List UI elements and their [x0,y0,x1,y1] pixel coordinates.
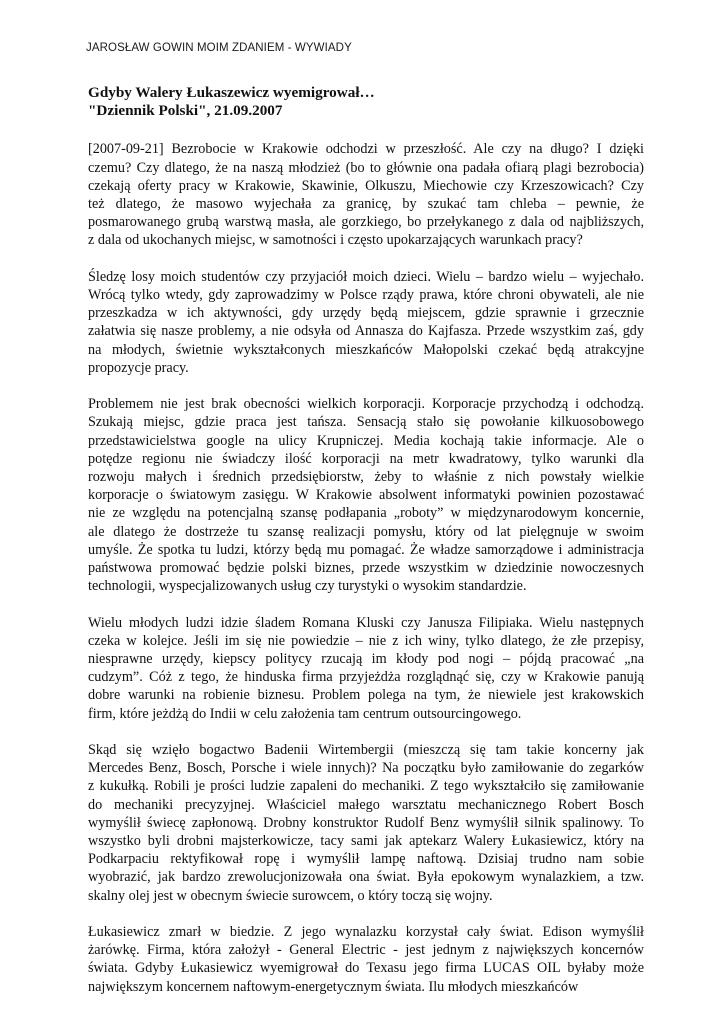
article-title-line: "Dziennik Polski", 21.09.2007 [88,102,283,120]
paragraph-line: propozycje pracy. [88,359,189,376]
paragraph [88,923,644,996]
article-paragraphs [88,140,644,995]
paragraph-line: Wrócą tylko wtedy, gdy zaprowadzimy w Polsce rządy prawa, które chroni obywateli, ale nie [88,287,644,304]
paragraph-line: z dala od ukochanych miejsc, w samotności i często upokarzających warunkach pracy? [88,232,583,249]
paragraph-line: Łukasiewicz zmarł w biedzie. Z jego wynalazku korzystał cały świat. Edison wymyślił [88,924,644,941]
paragraph-line: Podkarpaciu rektyfikował ropę i wymyślił lampę naftową. Dzisiaj trudno nam sobie [88,851,644,868]
paragraph-line: skalny olej jest w obecnym świecie surowcem, o który toczą się wojny. [88,887,493,904]
paragraph-line: rozwoju małych i średnich przedsiębiorstw, żeby to właśnie z nich powstały wielkie [88,469,644,486]
article-body [88,84,644,1014]
article-title-line: Gdyby Walery Łukaszewicz wyemigrował… [88,84,375,101]
paragraph-line: nie ze względu na potencjalną szansę podłapania „roboty” w międzynarodowym koncernie, [88,505,644,522]
paragraph-line: korporacje o światowym zasięgu. W Krakowie absolwent informatyki powinien pozostawać [88,487,644,504]
paragraph-line: potędze regionu nie świadczy ilość korporacji na metr kwadratowy, tylko warunki dla [88,450,644,467]
paragraph-line: technologii, wyspecjalizowanych usług czy turystyki o wysokim standardzie. [88,578,527,595]
paragraph-line: też dlatego, że masowo wyjechała za granicę, by szukać tam chleba – pewnie, że [88,196,644,213]
paragraph-line: czemu? Czy dlatego, że na naszą młodzież (bo to głównie ona padała ofiarą plagi bezrobocia) [88,159,644,176]
paragraph-line: posmarowanego grubą warstwą masła, ale gorzkiego, bo przełykanego z dala od najbliższych, [88,214,644,231]
paragraph [88,741,644,905]
paragraph-line: ale dlatego że dostrzeże tu szansę realizacji pomysłu, który od lat pielęgnuje w swoim [88,523,644,540]
paragraph-line: Mercedes Benz, Bosch, Porsche i wiele innych)? Na początku było zamiłowanie do zegarków [88,760,644,777]
running-header: JAROSŁAW GOWIN MOIM ZDANIEM - WYWIADY [86,42,352,54]
paragraph-line: wyobrazić, jak bardzo zrewolucjonizowała ona świat. Była epokowym wynalazkiem, a tzw. [88,869,644,886]
paragraph-line: przeszkadza w ich aktywności, gdy urzędy będą miejscem, gdzie sprawnie i grzecznie [88,305,644,322]
paragraph-line: wszystko byli drobni majsterkowicze, tacy sami jak aptekarz Walery Łukasiewicz, który na [88,833,644,850]
paragraph-line: firm, które jeżdżą do Indii w celu założenia tam centrum outsourcingowego. [88,705,522,722]
paragraph-line: dobre warunki na robienie biznesu. Problem polega na tym, że niewiele jest krakowskich [88,687,644,704]
paragraph [88,614,644,723]
paragraph-line: Śledzę losy moich studentów czy przyjaciół moich dzieci. Wielu – bardzo wielu – wyjechało. [88,268,644,285]
paragraph-line: [2007-09-21] Bezrobocie w Krakowie odchodzi w przeszłość. Ale czy na długo? I dzięki [88,141,644,158]
paragraph-line: czeka w kolejce. Jeśli im się nie powiedzie – nie z ich winy, tylko dlatego, że złe przepisy, [88,632,644,649]
article-title [88,84,644,120]
paragraph-line: Skąd się wzięło bogactwo Badenii Wirtembergii (mieszczą się tam takie koncerny jak [88,742,644,759]
paragraph-line: załatwia się nasze problemy, a nie odsyła od Annasza do Kajfasza. Przede wszystkim zaś, gdy [88,323,644,340]
paragraph-line: wymyślił świecę zapłonową. Drobny konstruktor Rudolf Benz wymyślił silnik spalinowy. To [88,814,644,831]
paragraph-line: świata. Gdyby Łukasiewicz wyemigrował do Texasu jego firma LUCAS OIL byłaby może [88,960,644,977]
paragraph-line: państwowa promować będzie polski biznes, przede wszystkim w dziedzinie nowoczesnych [88,560,644,577]
paragraph [88,140,644,249]
paragraph-line: największym koncernem naftowym-energetycznym świata. Ilu młodych mieszkańców [88,978,579,995]
paragraph-line: czekają oferty pracy w Krakowie, Skawinie, Olkuszu, Miechowie czy Krzeszowicach? Czy [88,177,644,194]
paragraph-line: niesprawne urzędy, kiepscy politycy rzucają im kłody pod nogi – pójdą pracować „na [88,651,644,668]
paragraph-line: cudzym”. Cóż z tego, że hinduska firma przyjeżdża rozglądnąć się, czy w Krakowie panują [88,669,644,686]
paragraph-line: na młodych, świetnie wykształconych mieszkańców Małopolski czekać będą atrakcyjne [88,341,644,358]
paragraph [88,395,644,595]
paragraph-line: przedstawicielstwa google na ulicy Krupniczej. Media kochają takie informacje. Ale o [88,432,644,449]
paragraph-line: Szukają miejsc, gdzie praca jest tańsza. Sensacją stało się powołanie kilkuosobowego [88,414,644,431]
paragraph-line: Problemem nie jest brak obecności wielkich korporacji. Korporacje przychodzą i odchodzą. [88,396,644,413]
paragraph [88,268,644,377]
paragraph-line: umyśle. Że spotka tu ludzi, którzy będą mu pomagać. Że władze samorządowe i administracja [88,541,644,558]
paragraph-line: Wielu młodych ludzi idzie śladem Romana Kluski czy Janusza Filipiaka. Wielu następnych [88,614,644,631]
paragraph-line: z kukułką. Robili je prości ludzie zapaleni do mechaniki. Z tego wykształciło się zamiłowanie [88,778,644,795]
paragraph-line: do mechaniki precyzyjnej. Właściciel małego warsztatu mechanicznego Robert Bosch [88,796,644,813]
paragraph-line: żarówkę. Firma, która założył - General Electric - jest jednym z największych koncernów [88,942,644,959]
